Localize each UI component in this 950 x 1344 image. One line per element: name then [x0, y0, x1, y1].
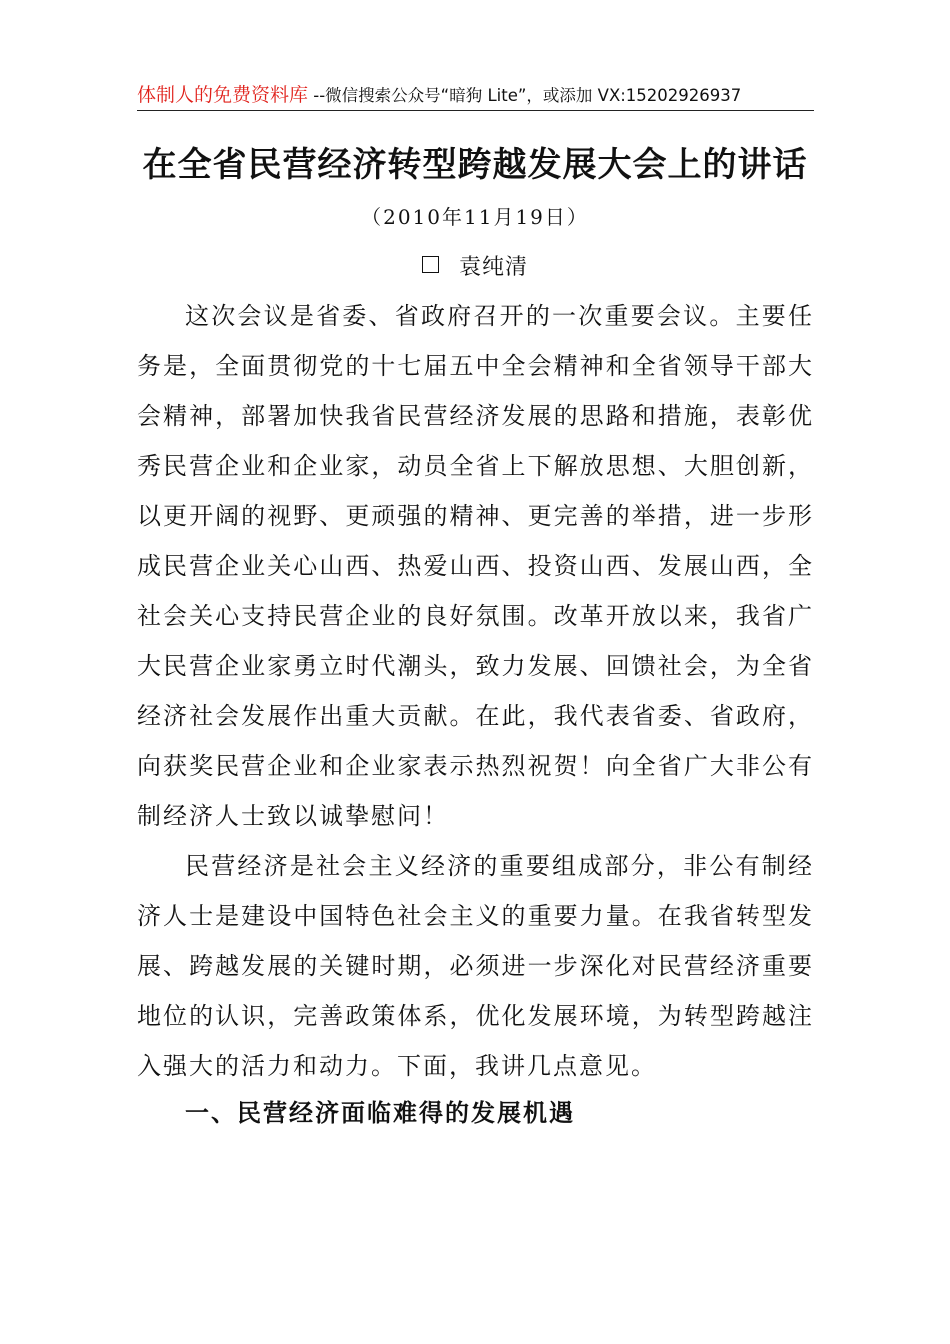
watermark-header: [137, 80, 814, 111]
section-heading: 一、民营经济面临难得的发展机遇: [185, 1099, 575, 1127]
document-author: [0, 250, 950, 281]
checkbox-square-icon: [422, 256, 439, 273]
document-date: （2010年11月19日）: [361, 205, 589, 229]
paragraph: 民营经济是社会主义经济的重要组成部分，非公有制经济人士是建设中国特色社会主义的重要力量。在我省转型发展、跨越发展的关键时期，必须进一步深化对民营经济重要地位的认识，完善政策体系，优化发展环境，为转型跨越注入强大的活力和动力。下面，我讲几点意见。: [137, 852, 814, 1080]
document-title: 在全省民营经济转型跨越发展大会上的讲话: [142, 145, 808, 185]
header-contact-note: --微信搜索公众号“暗狗 Lite”，或添加 VX:15202926937: [308, 86, 742, 105]
header-brand: 体制人的免费资料库: [137, 84, 309, 106]
author-name: 袁纯清: [458, 255, 528, 280]
paragraph: 这次会议是省委、省政府召开的一次重要会议。主要任务是，全面贯彻党的十七届五中全会精神和全省领导干部大会精神，部署加快我省民营经济发展的思路和措施，表彰优秀民营企业和企业家，动员全省上下解放思想、大胆创新，以更开阔的视野、更顽强的精神、更完善的举措，进一步形成民营企业关心山西、热爱山西、投资山西、发展山西，全社会关心支持民营企业的良好氛围。改革开放以来，我省广大民营企业家勇立时代潮头，致力发展、回馈社会，为全省经济社会发展作出重大贡献。在此，我代表省委、省政府，向获奖民营企业和企业家表示热烈祝贺！向全省广大非公有制经济人士致以诚挚慰问！: [137, 302, 814, 830]
document-body: [137, 291, 814, 1091]
